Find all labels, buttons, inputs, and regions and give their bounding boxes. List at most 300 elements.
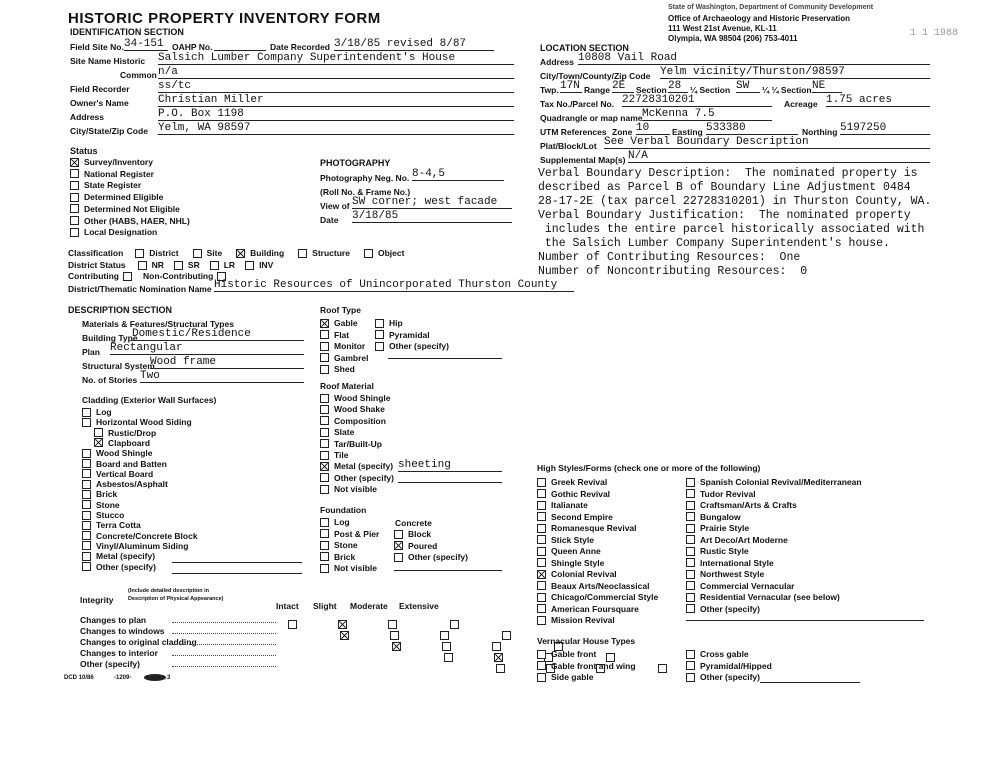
style-international-style[interactable] (686, 558, 774, 568)
integrity-checkbox[interactable] (492, 642, 501, 651)
vernacular-label: Gable front (551, 649, 597, 659)
status-checkbox[interactable] (70, 181, 79, 190)
status-label: National Register (84, 168, 154, 179)
verbal-boundary-notes (538, 167, 931, 279)
owner-label: Owner's Name (70, 98, 129, 108)
style-checkbox[interactable] (686, 501, 695, 510)
building-type-value[interactable]: Domestic/Residence (132, 328, 304, 341)
roof-material-tile[interactable] (320, 450, 349, 460)
district-status-nr-label: NR (151, 260, 164, 270)
boundary-note-line: described as Parcel B of Boundary Line Adjustment 0484 (538, 181, 911, 194)
integrity-checkbox[interactable] (440, 631, 449, 640)
cladding-checkbox[interactable] (82, 480, 91, 489)
foundation-checkbox[interactable] (320, 564, 329, 573)
style-chicago-commercial-style[interactable] (537, 592, 658, 602)
roof-type-gable[interactable] (320, 318, 358, 328)
roof-material-checkbox[interactable] (320, 394, 329, 403)
cladding-concrete-concrete-block[interactable] (82, 531, 198, 541)
roof-material-wood-shingle[interactable] (320, 393, 391, 403)
foundation-not-visible[interactable] (320, 563, 377, 573)
integrity-checkbox[interactable] (388, 620, 397, 629)
roof-material-checkbox[interactable] (320, 439, 329, 448)
photo-date-label: Date (320, 215, 339, 225)
concrete-label: Block (408, 529, 432, 539)
style-tudor-revival[interactable] (686, 489, 756, 499)
foundation-checkbox[interactable] (320, 541, 329, 550)
roof-type-label: Monitor (334, 341, 366, 351)
style-stick-style[interactable] (537, 535, 594, 545)
classification-building-checkbox[interactable] (236, 249, 245, 258)
cladding-label: Asbestos/Asphalt (96, 479, 168, 490)
style-rustic-style[interactable] (686, 546, 749, 556)
roof-material-checkbox[interactable] (320, 462, 329, 471)
style-checkbox[interactable] (686, 535, 695, 544)
section-label: Section (636, 85, 667, 95)
cladding-label: Terra Cotta (96, 520, 141, 531)
cladding-clapboard[interactable] (94, 438, 150, 448)
oahp-no-label: OAHP No. (172, 42, 213, 52)
style-bungalow[interactable] (686, 512, 741, 522)
style-checkbox[interactable] (537, 489, 546, 498)
integrity-leader-dots (172, 655, 276, 656)
supp-map-value[interactable]: N/A (628, 150, 930, 163)
foundation-brick[interactable] (320, 552, 355, 562)
style-beaux-arts-neoclassical[interactable] (537, 581, 649, 591)
style-checkbox[interactable] (537, 535, 546, 544)
classification-district-label: District (149, 248, 179, 258)
agency-line-2: Office of Archaeology and Historic Preservation (668, 14, 850, 23)
roof-material-checkbox[interactable] (320, 428, 329, 437)
classification-structure-label: Structure (312, 248, 350, 258)
style-checkbox[interactable] (686, 558, 695, 567)
field-recorder-value[interactable]: ss/tc (158, 80, 514, 93)
cladding-checkbox[interactable] (82, 449, 91, 458)
status-checkbox[interactable] (70, 193, 79, 202)
style-checkbox[interactable] (537, 604, 546, 613)
cladding-vinyl-aluminum-siding[interactable] (82, 541, 188, 551)
integrity-leader-dots (172, 633, 276, 634)
style-romanesque-revival[interactable] (537, 523, 637, 533)
style-label: Shingle Style (551, 557, 605, 568)
style-residential-vernacular-see-below[interactable] (686, 592, 840, 602)
plat-value[interactable]: See Verbal Boundary Description (604, 136, 930, 149)
cladding-label: Other (specify) (96, 561, 156, 572)
roof-material-slate[interactable] (320, 427, 354, 437)
integrity-row-label: Changes to windows (80, 626, 165, 636)
range-value[interactable]: 2E (612, 80, 634, 93)
style-checkbox[interactable] (686, 489, 695, 498)
roof-metal-value[interactable]: sheeting (398, 459, 502, 472)
owner-value[interactable]: Christian Miller (158, 94, 514, 107)
style-gothic-revival[interactable] (537, 489, 610, 499)
foundation-checkbox[interactable] (320, 529, 329, 538)
roof-material-other-specify[interactable] (320, 473, 394, 483)
cladding-log[interactable] (82, 407, 112, 417)
status-label: Status (70, 146, 98, 156)
cladding-horizontal-wood-siding[interactable] (82, 417, 192, 427)
field-site-no-value[interactable]: 34-151 (124, 38, 168, 51)
integrity-checkbox[interactable] (288, 620, 297, 629)
roof-type-pyramidal[interactable] (375, 330, 430, 340)
style-checkbox[interactable] (537, 512, 546, 521)
range-label: Range (584, 85, 610, 95)
cladding-terra-cotta[interactable] (82, 520, 141, 530)
cladding-rustic-drop[interactable] (94, 428, 156, 438)
style-colonial-revival[interactable] (537, 569, 617, 579)
style-label: Stick Style (551, 534, 594, 545)
vernacular-label: Gable front and wing (551, 660, 636, 671)
agency-line-4: Olympia, WA 98504 (206) 753-4011 (668, 34, 798, 43)
site-name-value[interactable]: Salsich Lumber Company Superintendent's House (158, 52, 514, 65)
cladding-checkbox[interactable] (82, 552, 91, 561)
concrete-block[interactable] (394, 529, 431, 539)
roof-type-flat[interactable] (320, 330, 349, 340)
cladding-checkbox[interactable] (82, 511, 91, 520)
concrete-checkbox[interactable] (394, 530, 403, 539)
roof-material-metal-specify[interactable] (320, 461, 393, 471)
integrity-leader-dots (172, 622, 276, 623)
status-checkbox[interactable] (70, 204, 79, 213)
integrity-checkbox[interactable] (340, 631, 349, 640)
common-value[interactable]: n/a (158, 66, 514, 79)
structural-value[interactable]: Wood frame (150, 356, 304, 369)
status-determined-not-eligible[interactable] (70, 204, 180, 214)
style-shingle-style[interactable] (537, 558, 604, 568)
vernacular-label: Other (specify) (700, 672, 760, 682)
integrity-checkbox[interactable] (442, 642, 451, 651)
style-greek-revival[interactable] (537, 477, 607, 487)
style-checkbox[interactable] (537, 501, 546, 510)
owner-address-value[interactable]: P.O. Box 1198 (158, 108, 514, 121)
status-checkbox[interactable] (70, 158, 79, 167)
printer-seal-logo (144, 674, 166, 681)
date-recorded-label: Date Recorded (270, 42, 330, 52)
vernacular-checkbox[interactable] (686, 673, 695, 682)
integrity-checkbox[interactable] (658, 664, 667, 673)
style-checkbox[interactable] (686, 570, 695, 579)
footer-page: 3 (167, 675, 171, 681)
style-checkbox[interactable] (686, 604, 695, 613)
style-checkbox[interactable] (537, 478, 546, 487)
foundation-log[interactable] (320, 517, 350, 527)
cladding-vertical-board[interactable] (82, 469, 153, 479)
status-checkbox[interactable] (70, 228, 79, 237)
section-value[interactable]: 28 (668, 80, 688, 93)
concrete-other-specify[interactable] (394, 552, 468, 562)
status-other-habs-haer-nhl[interactable] (70, 216, 190, 226)
vernacular-checkbox[interactable] (537, 650, 546, 659)
style-craftsman-arts-crafts[interactable] (686, 500, 797, 510)
district-status-lr-label: LR (223, 260, 236, 270)
roof-material-checkbox[interactable] (320, 405, 329, 414)
integrity-label: Integrity (80, 595, 114, 605)
plan-value[interactable]: Rectangular (110, 342, 304, 355)
concrete-label: Other (specify) (408, 552, 468, 562)
integrity-checkbox[interactable] (392, 642, 401, 651)
northing-value[interactable]: 5197250 (840, 122, 930, 135)
style-checkbox[interactable] (686, 581, 695, 590)
style-checkbox[interactable] (537, 616, 546, 625)
acreage-label: Acreage (784, 99, 818, 109)
form-title: HISTORIC PROPERTY INVENTORY FORM (68, 10, 381, 27)
loc-city-value[interactable]: Yelm vicinity/Thurston/98597 (660, 66, 930, 79)
stories-label: No. of Stories (82, 375, 138, 385)
date-recorded-value[interactable]: 3/18/85 revised 8/87 (334, 38, 494, 51)
roof-type-label: Other (specify) (389, 341, 449, 351)
status-state-register[interactable] (70, 180, 141, 190)
vernacular-label: Side gable (551, 672, 594, 682)
status-survey-inventory[interactable] (70, 157, 153, 167)
classification-row (68, 248, 418, 258)
cladding-checkbox[interactable] (82, 418, 91, 427)
cladding-checkbox[interactable] (82, 531, 91, 540)
twp-label: Twp. (540, 85, 559, 95)
vernacular-gable-front-and-wing[interactable] (537, 661, 636, 671)
integrity-col-extensive: Extensive (399, 601, 439, 611)
style-italianate[interactable] (537, 500, 588, 510)
twp-value[interactable]: 17N (560, 80, 582, 93)
cladding-stone[interactable] (82, 500, 120, 510)
style-checkbox[interactable] (686, 593, 695, 602)
style-checkbox[interactable] (686, 478, 695, 487)
cladding-brick[interactable] (82, 489, 117, 499)
status-label: Survey/Inventory (84, 157, 153, 167)
integrity-checkbox[interactable] (502, 631, 511, 640)
style-other-specify[interactable] (686, 604, 760, 614)
roof-material-label: Not visible (334, 484, 377, 495)
district-status-inv-checkbox[interactable] (245, 261, 254, 270)
qq-section-value[interactable]: NE (812, 80, 842, 93)
style-northwest-style[interactable] (686, 569, 764, 579)
roof-type-checkbox[interactable] (320, 342, 329, 351)
thematic-value[interactable]: Historic Resources of Unincorporated Thurston County (214, 279, 574, 292)
foundation-checkbox[interactable] (320, 518, 329, 527)
noncontributing-label: Non-Contributing (142, 271, 214, 281)
roof-type-checkbox[interactable] (320, 365, 329, 374)
cladding-label: Board and Batten (96, 458, 167, 469)
roof-type-other-specify[interactable] (375, 341, 449, 351)
integrity-row-label: Changes to plan (80, 615, 147, 625)
vernacular-checkbox[interactable] (537, 661, 546, 670)
classification-district-checkbox[interactable] (135, 249, 144, 258)
integrity-checkbox[interactable] (496, 664, 505, 673)
roof-type-checkbox[interactable] (375, 330, 384, 339)
contributing-row (68, 271, 231, 281)
roof-type-checkbox[interactable] (375, 319, 384, 328)
integrity-checkbox[interactable] (338, 620, 347, 629)
contributing-checkbox[interactable] (123, 272, 132, 281)
tax-value[interactable]: 22728310201 (622, 94, 772, 107)
roof-type-label: Pyramidal (389, 329, 430, 340)
vernacular-checkbox[interactable] (686, 650, 695, 659)
status-label: Determined Eligible (84, 192, 164, 203)
style-art-deco-art-moderne[interactable] (686, 535, 788, 545)
concrete-checkbox[interactable] (394, 553, 403, 562)
cladding-checkbox[interactable] (82, 469, 91, 478)
vernacular-label: Vernacular House Types (537, 636, 636, 646)
status-checkbox[interactable] (70, 216, 79, 225)
style-checkbox[interactable] (537, 581, 546, 590)
cladding-checkbox[interactable] (82, 490, 91, 499)
cladding-checkbox[interactable] (82, 562, 91, 571)
cladding-checkbox[interactable] (82, 521, 91, 530)
district-status-nr-checkbox[interactable] (138, 261, 147, 270)
cladding-label: Vinyl/Aluminum Siding (96, 540, 189, 551)
acreage-value[interactable]: 1.75 acres (826, 94, 930, 107)
cladding-label: Wood Shingle (96, 448, 153, 459)
roof-type-hip[interactable] (375, 318, 403, 328)
roof-type-checkbox[interactable] (320, 353, 329, 362)
style-checkbox[interactable] (686, 512, 695, 521)
style-checkbox[interactable] (537, 558, 546, 567)
vernacular-pyramidal-hipped[interactable] (686, 661, 772, 671)
style-american-foursquare[interactable] (537, 604, 639, 614)
style-checkbox[interactable] (537, 524, 546, 533)
loc-address-value[interactable]: 10808 Vail Road (578, 52, 930, 65)
roof-material-wood-shake[interactable] (320, 404, 385, 414)
style-queen-anne[interactable] (537, 546, 601, 556)
cladding-stucco[interactable] (82, 510, 124, 520)
roof-material-checkbox[interactable] (320, 416, 329, 425)
building-type-label: Building Type (82, 333, 138, 343)
style-label: Residential Vernacular (see below) (700, 592, 840, 602)
foundation-post-pier[interactable] (320, 529, 379, 539)
status-label: Determined Not Eligible (84, 203, 180, 214)
easting-label: Easting (672, 127, 703, 137)
cladding-metal-specify[interactable] (82, 551, 155, 561)
cladding-other-specify[interactable] (82, 562, 156, 572)
photo-date-value[interactable]: 3/18/85 (352, 210, 512, 223)
district-status-inv-label: INV (259, 260, 274, 270)
style-label: Prairie Style (700, 523, 750, 533)
vernacular-checkbox[interactable] (537, 673, 546, 682)
style-checkbox[interactable] (537, 593, 546, 602)
oahp-no-value[interactable] (214, 38, 266, 51)
classification-structure-checkbox[interactable] (298, 249, 307, 258)
foundation-label: Post & Pier (334, 528, 380, 539)
contributing-label: Contributing (68, 271, 119, 281)
status-national-register[interactable] (70, 169, 154, 179)
roof-material-checkbox[interactable] (320, 473, 329, 482)
owner-city-value[interactable]: Yelm, WA 98597 (158, 122, 514, 135)
roof-type-monitor[interactable] (320, 341, 365, 351)
roof-type-checkbox[interactable] (375, 342, 384, 351)
roof-material-label: Tile (334, 450, 349, 460)
cladding-checkbox[interactable] (82, 541, 91, 550)
status-checkbox[interactable] (70, 169, 79, 178)
style-second-empire[interactable] (537, 512, 613, 522)
photo-view-label: View of (320, 201, 350, 211)
style-label: Other (specify) (700, 603, 760, 614)
style-label: Romanesque Revival (551, 523, 637, 533)
roof-type-label: Flat (334, 329, 350, 340)
style-checkbox[interactable] (686, 547, 695, 556)
integrity-col-intact: Intact (276, 601, 299, 611)
quad-value[interactable]: McKenna 7.5 (642, 108, 772, 121)
integrity-note-2: Description of Physical Appearance) (128, 596, 224, 602)
vernacular-gable-front[interactable] (537, 649, 596, 659)
style-label: Mission Revival (551, 615, 615, 625)
cladding-checkbox[interactable] (82, 500, 91, 509)
integrity-checkbox[interactable] (444, 653, 453, 662)
vernacular-other-specify[interactable] (686, 672, 760, 682)
roof-material-not-visible[interactable] (320, 484, 377, 494)
roof-material-label: Wood Shingle (334, 393, 391, 403)
cladding-asbestos-asphalt[interactable] (82, 479, 168, 489)
cladding-checkbox[interactable] (94, 438, 103, 447)
roof-material-composition[interactable] (320, 416, 386, 426)
style-label: Art Deco/Art Moderne (700, 534, 788, 545)
zone-value[interactable]: 10 (636, 122, 670, 135)
cladding-checkbox[interactable] (82, 408, 91, 417)
photo-roll-label: (Roll No. & Frame No.) (320, 187, 411, 197)
roof-type-gambrel[interactable] (320, 353, 369, 363)
roof-type-checkbox[interactable] (320, 319, 329, 328)
integrity-col-moderate: Moderate (350, 601, 388, 611)
roof-material-label: Composition (334, 415, 386, 426)
quarter-section-value[interactable]: SW (736, 80, 760, 93)
classification-site-checkbox[interactable] (193, 249, 202, 258)
vernacular-cross-gable[interactable] (686, 649, 749, 659)
style-commercial-vernacular[interactable] (686, 581, 795, 591)
foundation-checkbox[interactable] (320, 552, 329, 561)
cladding-checkbox[interactable] (94, 428, 103, 437)
northing-label: Northing (802, 127, 838, 137)
roof-material-checkbox[interactable] (320, 451, 329, 460)
integrity-checkbox[interactable] (450, 620, 459, 629)
style-label: Gothic Revival (551, 488, 611, 499)
cladding-label: Rustic/Drop (108, 427, 157, 438)
roof-material-label: Wood Shake (334, 404, 385, 415)
cladding-board-and-batten[interactable] (82, 459, 167, 469)
classification-object-checkbox[interactable] (364, 249, 373, 258)
style-prairie-style[interactable] (686, 523, 749, 533)
style-spanish-colonial-revival-mediterranean[interactable] (686, 477, 862, 487)
status-label: State Register (84, 180, 142, 191)
roof-type-checkbox[interactable] (320, 330, 329, 339)
photo-neg-value[interactable]: 8-4,5 (412, 168, 504, 181)
integrity-checkbox[interactable] (390, 631, 399, 640)
cladding-label: Vertical Board (96, 468, 154, 479)
cladding-checkbox[interactable] (82, 459, 91, 468)
style-checkbox[interactable] (537, 570, 546, 579)
style-checkbox[interactable] (686, 524, 695, 533)
foundation-stone[interactable] (320, 540, 358, 550)
roof-material-checkbox[interactable] (320, 485, 329, 494)
integrity-checkbox[interactable] (494, 653, 503, 662)
easting-value[interactable]: 533380 (706, 122, 798, 135)
district-status-lr-checkbox[interactable] (210, 261, 219, 270)
status-determined-eligible[interactable] (70, 192, 163, 202)
district-status-sr-checkbox[interactable] (174, 261, 183, 270)
style-checkbox[interactable] (537, 547, 546, 556)
stories-value[interactable]: Two (140, 370, 304, 383)
vernacular-side-gable[interactable] (537, 672, 594, 682)
cladding-label: Log (96, 407, 112, 417)
style-mission-revival[interactable] (537, 615, 615, 625)
cladding-wood-shingle[interactable] (82, 448, 153, 458)
roof-material-tar-built-up[interactable] (320, 439, 382, 449)
photo-view-value[interactable]: SW corner; west facade (352, 196, 512, 209)
status-local-designation[interactable] (70, 227, 157, 237)
concrete-checkbox[interactable] (394, 541, 403, 550)
supp-map-label: Supplemental Map(s) (540, 155, 626, 165)
quad-label: Quadrangle or map name (540, 113, 643, 123)
vernacular-checkbox[interactable] (686, 661, 695, 670)
boundary-note-line: 28-17-2E (tax parcel 22728310201) in Thurston County, WA. (538, 195, 932, 208)
roof-type-shed[interactable] (320, 364, 355, 374)
concrete-poured[interactable] (394, 541, 437, 551)
